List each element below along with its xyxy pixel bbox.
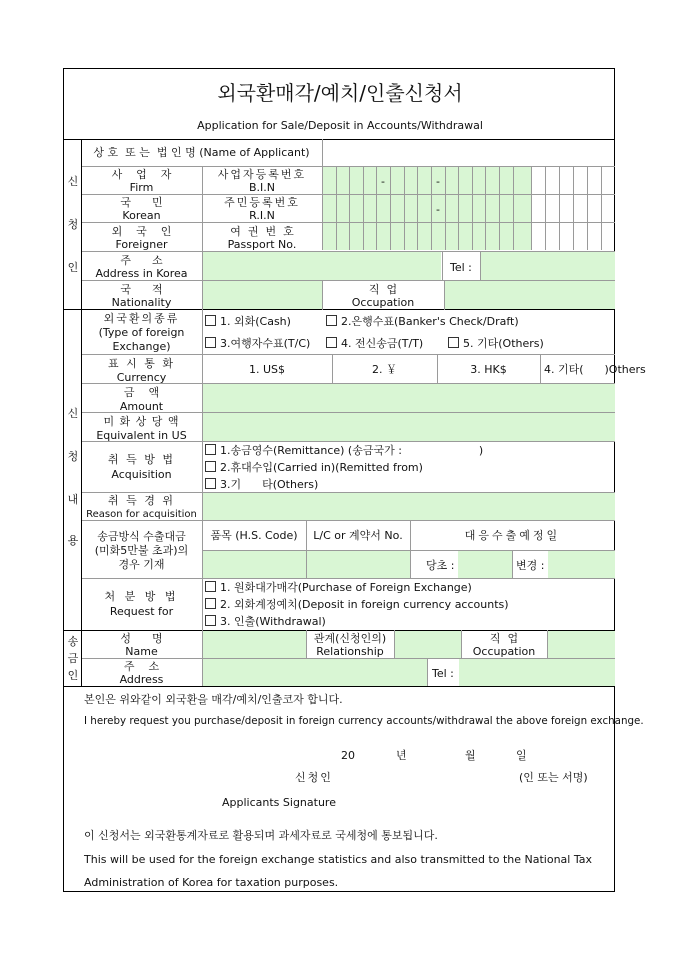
side-applicant-3: 인: [67, 261, 79, 274]
applicants-signature-label: Applicants Signature: [222, 796, 336, 809]
side-remitter-2: 금: [67, 652, 79, 665]
hs-code-label: 품목 (H.S. Code): [210, 529, 298, 542]
amount-label-ko: 금 액: [123, 386, 160, 399]
type-option-tc[interactable]: 3.여행자수표(T/C): [205, 337, 310, 350]
form-title: 외국환매각/예치/인출신청서: [217, 81, 463, 105]
export-label-2: (미화5만불 초과)의: [94, 544, 189, 557]
disposal-label-ko: 처 분 방 법: [104, 590, 179, 603]
equivalent-label-ko: 미 화 상 당 액: [103, 415, 180, 428]
firm-label-en: Firm: [129, 181, 154, 194]
export-date-label: 대응수출예정일: [464, 529, 561, 542]
checkbox-remittance[interactable]: [205, 444, 216, 455]
disposal-option-withdrawal[interactable]: 3. 인출(Withdrawal): [205, 615, 326, 628]
remitter-rel-label-ko: 관계(신청인의): [313, 632, 387, 645]
remitter-addr-label-ko: 주 소: [123, 660, 160, 673]
initial-label: 당초 :: [426, 559, 455, 572]
remitter-occupation-field[interactable]: [547, 631, 615, 659]
exchange-type-label-ko: 외국환의종류: [103, 312, 180, 325]
remitter-name-label-en: Name: [125, 645, 158, 658]
initial-date-field[interactable]: [458, 550, 512, 578]
tel-field[interactable]: [481, 252, 615, 280]
side-content-3: 내: [67, 493, 79, 506]
date-year-prefix: 20: [341, 749, 355, 762]
checkbox-check[interactable]: [326, 315, 337, 326]
equivalent-field[interactable]: [202, 412, 615, 441]
bin-label-en: B.I.N: [248, 181, 275, 194]
bin-label-ko: 사업자등록번호: [217, 168, 307, 181]
lc-no-field[interactable]: [306, 550, 410, 578]
side-applicant-1: 신: [67, 175, 79, 188]
export-label-3: 경우 기재: [118, 558, 165, 571]
sign-or-seal-label: (인 또는 서명): [519, 771, 588, 784]
side-remitter-3: 인: [67, 669, 79, 682]
type-option-others[interactable]: 5. 기타(Others): [448, 337, 544, 350]
notice-en-2: Administration of Korea for taxation purposes.: [84, 876, 339, 889]
nationality-field[interactable]: [202, 281, 322, 309]
checkbox-carried[interactable]: [205, 461, 216, 472]
reason-field[interactable]: [202, 492, 615, 520]
equivalent-label-en: Equivalent in US: [96, 429, 187, 442]
address-label-ko: 주 소: [120, 254, 163, 267]
date-year-label: 년: [396, 749, 407, 762]
acq-option-carried[interactable]: 2.휴대수입(Carried in)(Remitted from): [205, 461, 423, 474]
tel-label: Tel :: [450, 261, 472, 274]
disposal-option-deposit[interactable]: 2. 외화계정예치(Deposit in foreign currency accounts): [205, 598, 509, 611]
side-content-1: 신: [67, 407, 79, 420]
checkbox-tc[interactable]: [205, 337, 216, 348]
hs-code-field[interactable]: [202, 550, 306, 578]
amount-label-en: Amount: [119, 400, 164, 413]
export-label-1: 송금방식 수출대금: [97, 530, 186, 543]
currency-option-yen[interactable]: 2. ￥: [372, 363, 397, 376]
rin-label-ko: 주민등록번호: [224, 196, 300, 209]
type-option-check[interactable]: 2.은행수표(Banker's Check/Draft): [326, 315, 519, 328]
occupation-field[interactable]: [444, 281, 615, 309]
remitter-occ-label-en: Occupation: [472, 645, 536, 658]
exchange-type-label-en1: (Type of foreign: [98, 326, 185, 339]
korean-label-ko: 국 민: [120, 196, 163, 209]
remitter-name-field[interactable]: [202, 631, 306, 659]
currency-label-en: Currency: [116, 371, 167, 384]
firm-label-ko: 사 업 자: [111, 168, 172, 181]
acquisition-label-en: Acquisition: [111, 468, 172, 481]
bin-dash-1: -: [381, 175, 385, 188]
remitter-address-field[interactable]: [202, 659, 427, 686]
checkbox-withdrawal[interactable]: [205, 615, 216, 626]
currency-option-usd[interactable]: 1. US$: [248, 363, 286, 376]
reason-label-en: Reason for acquisition: [86, 509, 197, 520]
bin-dash-2: -: [436, 175, 440, 188]
side-content-2: 청: [67, 450, 79, 463]
rin-label-en: R.I.N: [249, 209, 275, 222]
notice-ko: 이 신청서는 외국환통계자료로 활용되며 과세자료로 국세청에 통보됩니다.: [84, 829, 438, 842]
notice-en-1: This will be used for the foreign exchange statistics and also transmitted to the National Tax: [84, 853, 592, 866]
date-month-label: 월: [465, 749, 476, 762]
applicant-name-label: 상 호 또 는 법 인 명 (Name of Applicant): [93, 146, 310, 159]
amount-field[interactable]: [202, 383, 615, 412]
passport-label-en: Passport No.: [227, 238, 297, 251]
acq-option-remittance[interactable]: 1.송금영수(Remittance) (송금국가 : ): [205, 444, 483, 457]
form-subtitle: Application for Sale/Deposit in Accounts/Withdrawal: [197, 119, 483, 132]
address-label-en: Address in Korea: [95, 267, 188, 280]
acq-option-others[interactable]: 3.기 타(Others): [205, 478, 318, 491]
request-text-ko: 본인은 위와같이 외국환을 매각/예치/인출코자 합니다.: [84, 693, 343, 706]
nationality-label-ko: 국 적: [120, 283, 163, 296]
remitter-tel-label: Tel :: [432, 667, 454, 680]
signature-line[interactable]: [354, 769, 504, 787]
remitter-addr-label-en: Address: [119, 673, 164, 686]
type-option-tt[interactable]: 4. 전신송금(T/T): [326, 337, 423, 350]
passport-label-ko: 여 권 번 호: [230, 225, 294, 238]
remitter-name-label-ko: 성 명: [120, 632, 163, 645]
remitter-tel-field[interactable]: [459, 659, 615, 686]
checkbox-tt[interactable]: [326, 337, 337, 348]
currency-option-hkd[interactable]: 3. HK$: [470, 363, 507, 376]
checkbox-others[interactable]: [448, 337, 459, 348]
changed-label: 변경 :: [516, 559, 545, 572]
address-field[interactable]: [202, 252, 441, 280]
disposal-option-purchase[interactable]: 1. 원화대가매각(Purchase of Foreign Exchange): [205, 581, 472, 594]
nationality-label-en: Nationality: [111, 296, 172, 309]
currency-option-others[interactable]: 4. 기타( )Others: [544, 363, 646, 376]
foreigner-label-en: Foreigner: [115, 238, 168, 251]
occupation-label-en: Occupation: [351, 296, 415, 309]
disposal-label-en: Request for: [109, 605, 174, 618]
currency-label-ko: 표 시 통 화: [108, 357, 175, 370]
korean-label-en: Korean: [122, 209, 161, 222]
application-form: [63, 68, 646, 892]
checkbox-cash[interactable]: [205, 315, 216, 326]
side-remitter-1: 송: [67, 635, 79, 648]
remitter-relationship-field[interactable]: [394, 631, 461, 659]
remitter-rel-label-en: Relationship: [316, 645, 384, 658]
side-applicant-2: 청: [67, 218, 79, 231]
checkbox-deposit[interactable]: [205, 598, 216, 609]
date-day-label: 일: [516, 749, 527, 762]
checkbox-purchase[interactable]: [205, 581, 216, 592]
acquisition-label-ko: 취 득 방 법: [108, 453, 175, 466]
remitter-occ-label-ko: 직 업: [489, 632, 519, 645]
lc-no-label: L/C or 계약서 No.: [313, 529, 403, 542]
changed-date-field[interactable]: [548, 550, 615, 578]
request-text-en: I hereby request you purchase/deposit in foreign currency accounts/withdrawal the above foreign exchange.: [84, 715, 644, 727]
checkbox-acq-others[interactable]: [205, 478, 216, 489]
reason-label-ko: 취 득 경 위: [108, 494, 175, 507]
applicant-sign-label: 신청인: [295, 771, 333, 784]
exchange-type-label-en2: Exchange): [112, 340, 171, 353]
type-option-cash[interactable]: 1. 외화(Cash): [205, 315, 291, 328]
foreigner-label-ko: 외 국 인: [111, 225, 172, 238]
side-content-4: 용: [67, 534, 79, 547]
rin-dash: -: [436, 203, 440, 216]
occupation-label-ko: 직 업: [368, 283, 398, 296]
